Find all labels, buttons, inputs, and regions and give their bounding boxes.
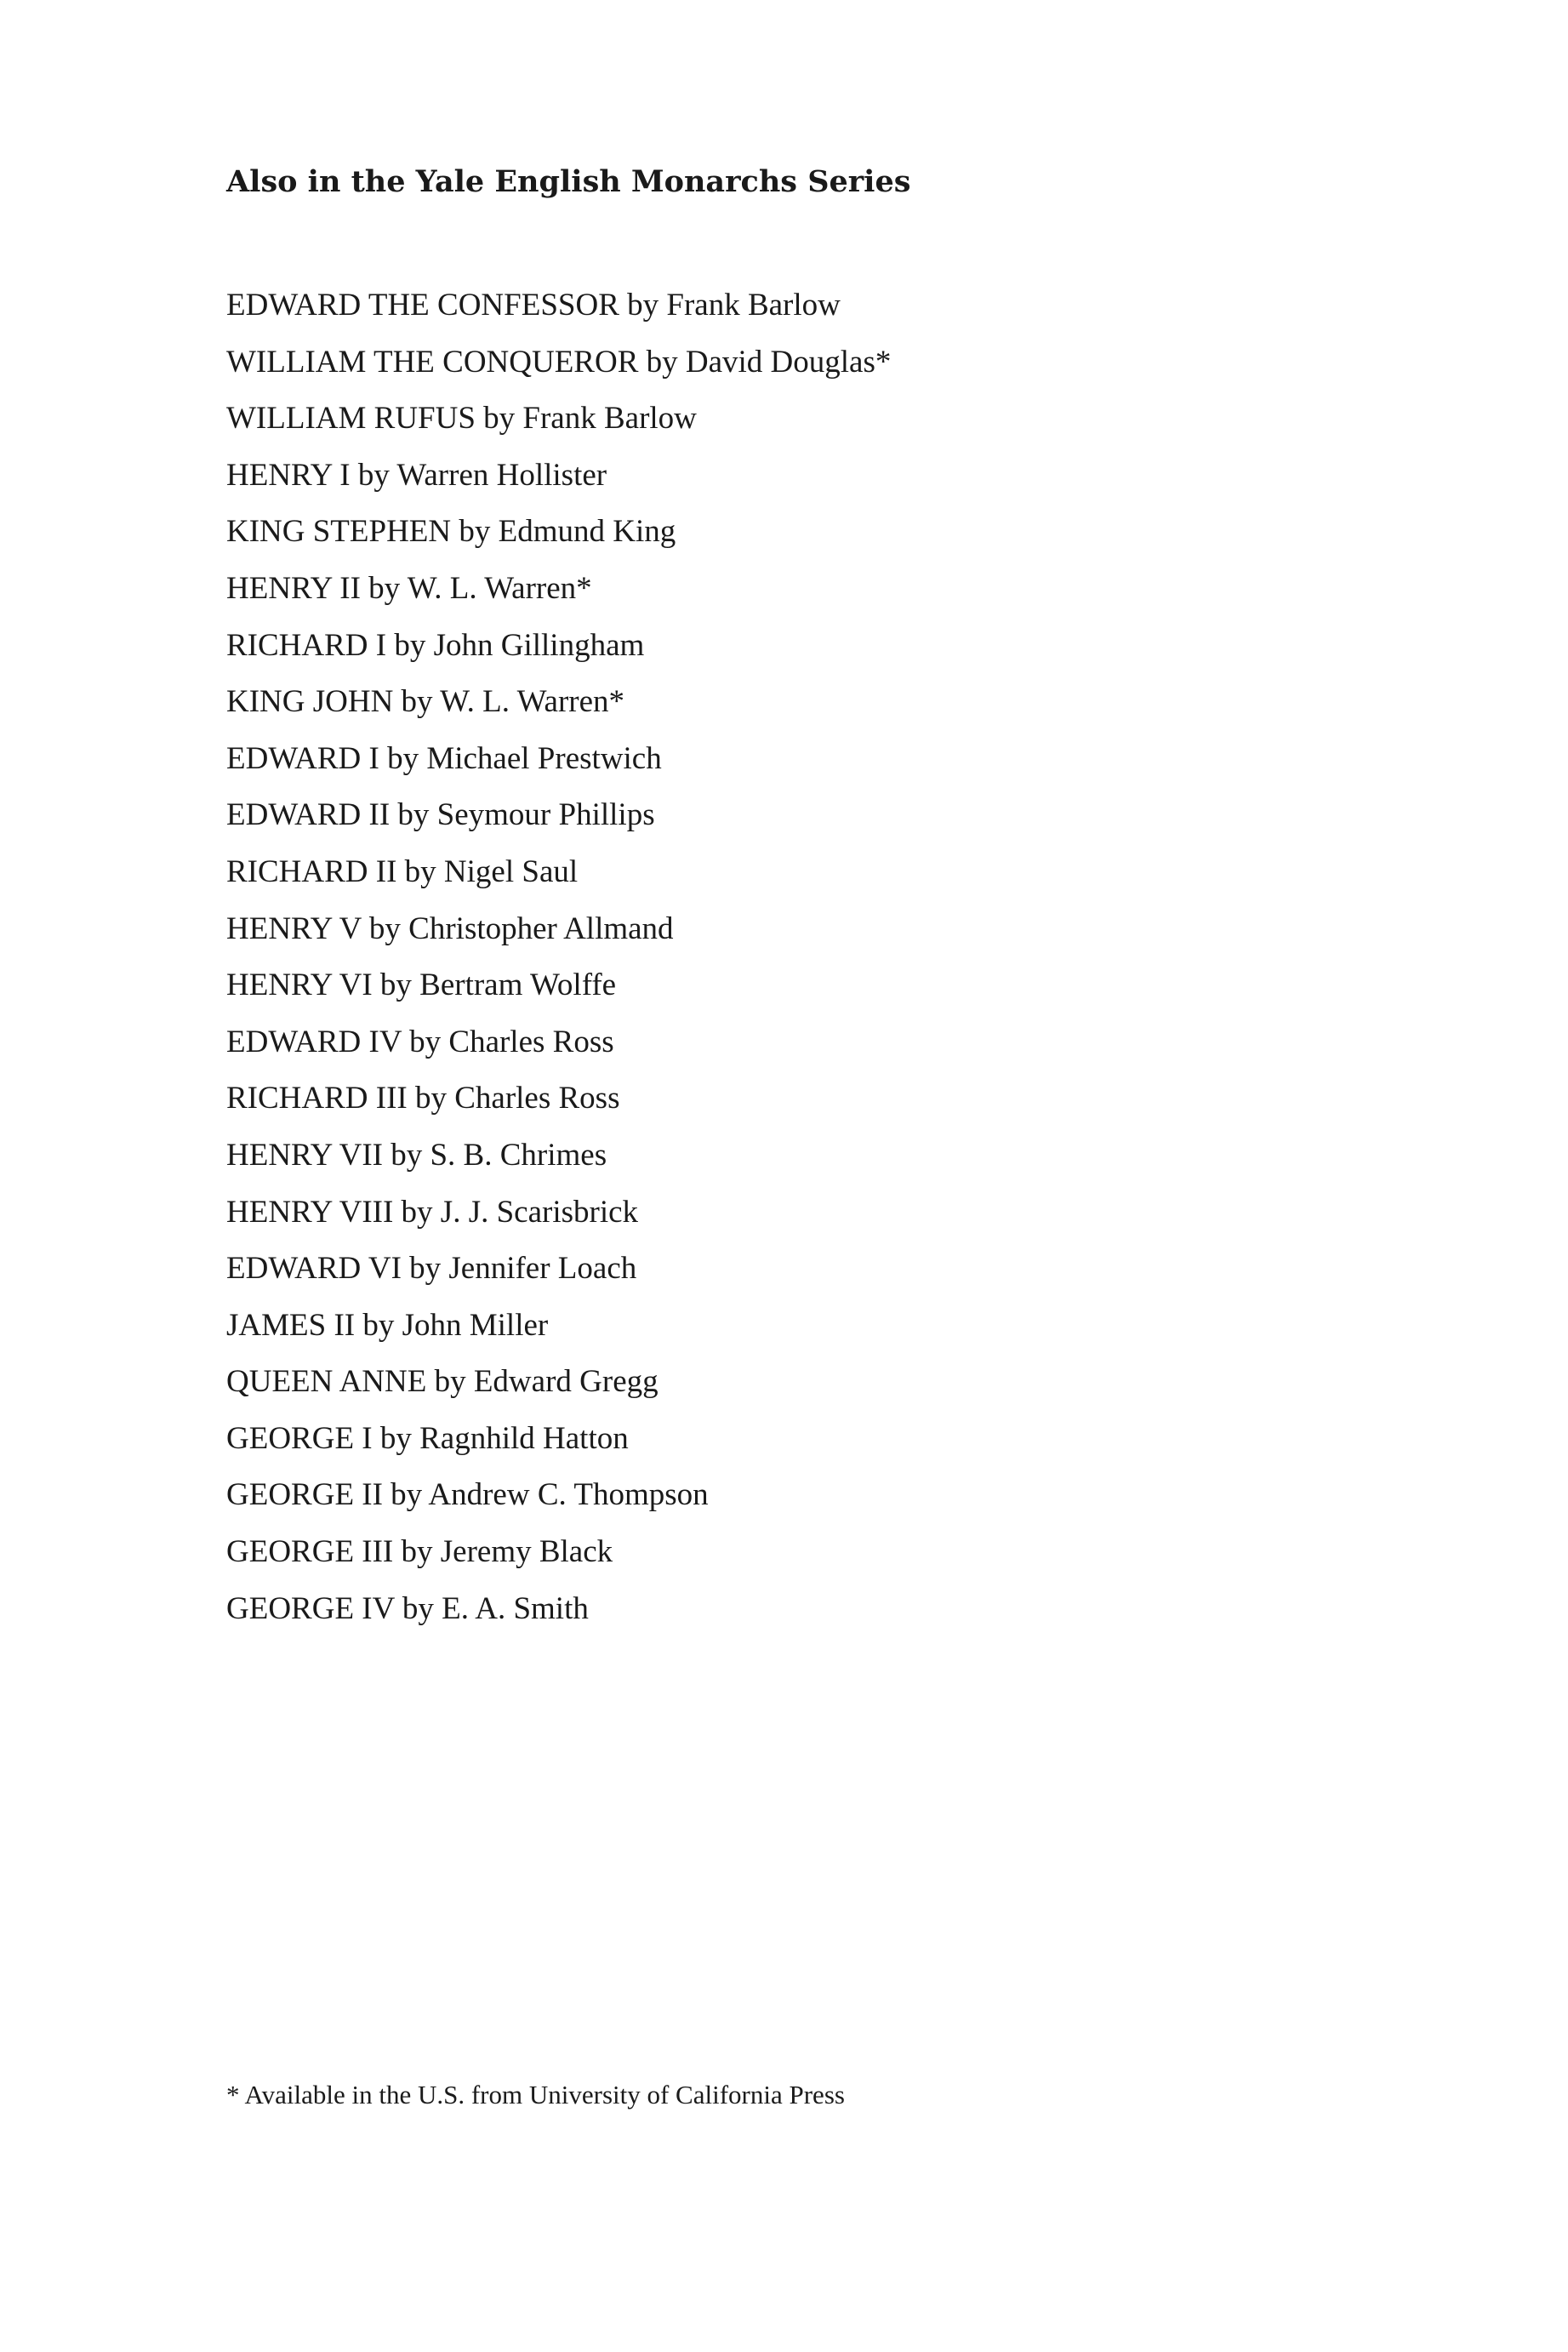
footnote: * Available in the U.S. from University of California Press <box>226 2080 845 2109</box>
list-item: EDWARD IV by Charles Ross <box>226 1024 614 1059</box>
list-item: RICHARD I by John Gillingham <box>226 627 645 663</box>
list-item: EDWARD VI by Jennifer Loach <box>226 1251 637 1287</box>
list-item: GEORGE II by Andrew C. Thompson <box>226 1477 709 1513</box>
list-item: HENRY I by Warren Hollister <box>226 457 607 493</box>
list-item: KING JOHN by W. L. Warren* <box>226 684 625 720</box>
list-item: JAMES II by John Miller <box>226 1307 549 1343</box>
list-item: EDWARD I by Michael Prestwich <box>226 740 662 776</box>
series-heading: Also in the Yale English Monarchs Series <box>226 164 911 199</box>
list-item: EDWARD THE CONFESSOR by Frank Barlow <box>226 288 841 323</box>
list-item: HENRY VI by Bertram Wolffe <box>226 968 617 1003</box>
title-list <box>226 277 891 1637</box>
list-item: WILLIAM THE CONQUEROR by David Douglas* <box>226 344 892 380</box>
list-item: RICHARD II by Nigel Saul <box>226 853 579 889</box>
list-item: RICHARD III by Charles Ross <box>226 1081 620 1116</box>
list-item: HENRY V by Christopher Allmand <box>226 911 674 946</box>
list-item: GEORGE I by Ragnhild Hatton <box>226 1420 629 1456</box>
list-item: QUEEN ANNE by Edward Gregg <box>226 1364 659 1400</box>
list-item: HENRY VII by S. B. Chrimes <box>226 1137 607 1173</box>
list-item: HENRY VIII by J. J. Scarisbrick <box>226 1194 639 1230</box>
list-item: KING STEPHEN by Edmund King <box>226 514 676 550</box>
list-item: HENRY II by W. L. Warren* <box>226 570 592 606</box>
list-item: GEORGE IV by E. A. Smith <box>226 1590 589 1626</box>
list-item: WILLIAM RUFUS by Frank Barlow <box>226 401 697 437</box>
list-item: EDWARD II by Seymour Phillips <box>226 797 655 833</box>
list-item: GEORGE III by Jeremy Black <box>226 1534 613 1570</box>
